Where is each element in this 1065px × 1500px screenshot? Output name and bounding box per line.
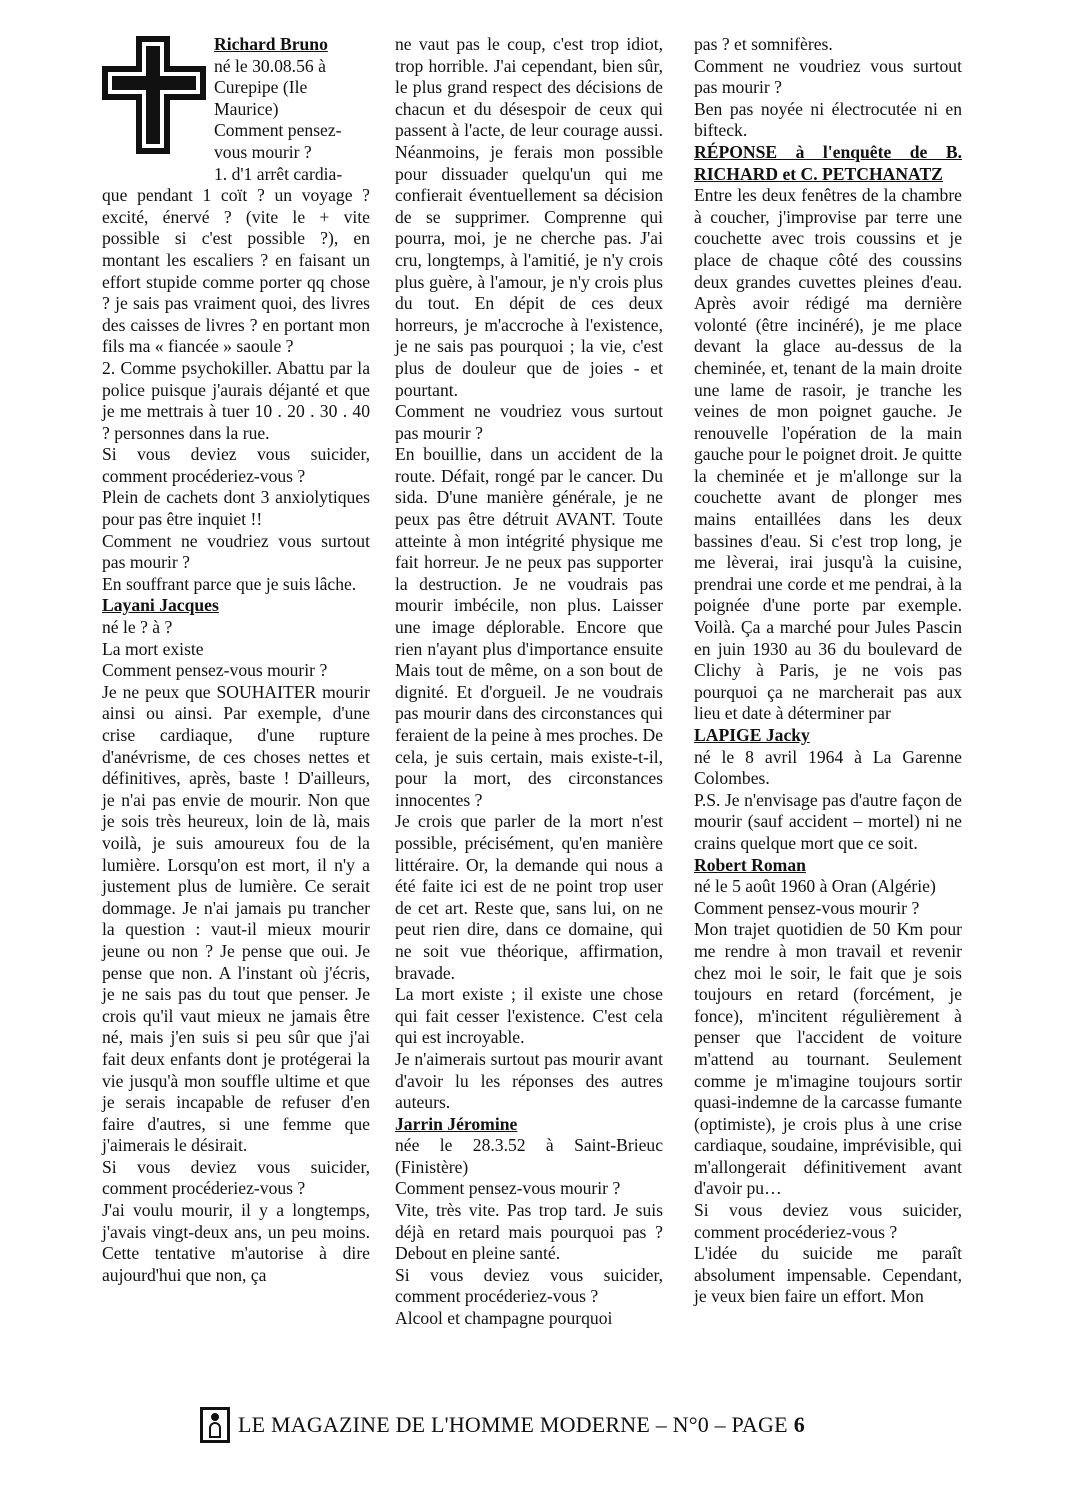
author-name: Richard Bruno: [214, 34, 328, 54]
question-text: Comment pensez-vous mourir ?: [102, 660, 328, 681]
question-text: Comment pensez-vous mourir ?: [395, 1178, 621, 1199]
section-heading: [694, 142, 962, 185]
cross-icon: [102, 36, 206, 154]
text-line: Maurice): [214, 98, 279, 119]
page-footer: [200, 1404, 805, 1446]
section-heading-text: RÉPONSE à l'enquête de B. RICHARD et C. PETCHANATZ: [694, 141, 962, 184]
question-text: Si vous deviez vous suicider, comment procéderiez-vous ?: [395, 1264, 663, 1307]
column-2: [395, 34, 663, 1330]
question-text: Si vous deviez vous suicider, comment procéderiez-vous ?: [102, 1156, 370, 1199]
answer-text: Je crois que parler de la mort n'est possible, précisément, qu'en manière littéraire. Or, la demande qui nous a été faite ici est de ne point trop user de cet art. Reste que, sans lui, on ne peut rien dire, dans ce domaine, qui ne soit vue théorique, affirmation, bravade.: [395, 811, 663, 983]
birth-line: né le 30.08.56 à: [214, 55, 326, 76]
birth-line: né le 8 avril 1964 à La Garenne Colombes.: [694, 746, 962, 789]
question-text: Comment ne voudriez vous surtout pas mourir ?: [395, 401, 663, 443]
author-name: LAPIGE Jacky: [694, 725, 810, 745]
answer-text: Plein de cachets dont 3 anxiolytiques pour pas être inquiet !!: [102, 487, 370, 530]
text-line: Comment pensez-: [214, 120, 342, 141]
question-text: Comment pensez-vous mourir ?: [694, 897, 920, 918]
answer-text: 2. Comme psychokiller. Abattu par la police puisque j'aurais déjanté et que je me mettrais à tuer 10 . 20 . 30 . 40 ? personnes dans la rue.: [102, 357, 370, 443]
text-line: vous mourir ?: [214, 141, 312, 162]
answer-text: Alcool et champagne pourquoi: [395, 1308, 613, 1329]
birth-line: née le 28.3.52 à Saint-Brieuc (Finistère): [395, 1135, 663, 1177]
answer-text: En bouillie, dans un accident de la route. Défait, rongé par le cancer. Du sida. D'une manière générale, je ne peux pas être détruit AVANT. Toute atteinte à mon intégrité physique me fait horreur. Je ne peux pas supporter la destruction. Je ne voudrais pas mourir imbécile, non plus. Laisser une image déplorable. Encore que rien n'ayant plus d'importance ensuite Mais tout de même, on a son bout de dignité. Et d'orgueil. Je ne voudrais pas mourir dans des circonstances qui feraient de la peine à mes proches. De cela, je suis certain, mais existe-t-il, pour la mort, des circonstances innocentes ?: [395, 444, 663, 810]
question-text: Comment ne voudriez vous surtout pas mourir ?: [694, 55, 962, 98]
question-text: Si vous deviez vous suicider, comment procéderiez-vous ?: [102, 444, 370, 486]
question-text: Comment ne voudriez vous surtout pas mourir ?: [102, 530, 370, 573]
answer-text: pas ? et somnifères.: [694, 34, 833, 54]
column-3: [694, 34, 962, 1308]
author-name: Jarrin Jéromine: [395, 1113, 518, 1134]
answer-text: Je n'aimerais surtout pas mourir avant d'avoir lu les réponses des autres auteurs.: [395, 1048, 663, 1113]
entry-robert-roman: [694, 855, 962, 1308]
answer-text: Entre les deux fenêtres de la chambre à coucher, j'improvise par terre une couchette avec trois coussins et je place de chaque côté des coussins deux grandes cuvettes pleines d'eau. Après avoir rédigé ma dernière volonté (être incinéré), je me place devant la glace au-dessus de la cheminée, et, tenant de la main droite une lame de rasoir, je tranche les veines de mon poignet gauche. Je renouvelle l'opération de la main gauche pour le poignet droit. Je quitte la cheminée et je m'allonge sur la couchette avant de plonger mes mains entaillées dans les deux bassines d'eau. Si c'est trop long, je me lèverai, irai jusqu'à la cuisine, prendrai une corde et me pendrai, à la poignée d'une porte par exemple. Voilà. Ça a marché pour Jules Pascin en juin 1930 au 36 du boulevard de Clichy à Paris, je ne vois pas pourquoi ça ne marcherait pas aux lieu et date à déterminer par: [694, 185, 962, 724]
page-number: 6: [793, 1412, 805, 1437]
text-line: 1. d'1 arrêt cardia-: [214, 163, 343, 184]
answer-text: Mon trajet quotidien de 50 Km pour me rendre à mon travail et revenir chez moi le soir, le fait que je sois toujours en retard (forcément, je fonce), m'incitent régulièrement à penser que l'accident de voiture m'attend au tournant. Seulement comme je m'imagine toujours sortir quasi-indemne de la carcasse fumante (optimiste), je crois plus à une crise cardiaque, soudaine, imprévisible, qui m'allongerait définitivement avant d'avoir pu…: [694, 919, 962, 1199]
magazine-title: LE MAGAZINE DE L'HOMME MODERNE – N°0 – PAGE: [238, 1412, 788, 1437]
postscript-text: P.S. Je n'envisage pas d'autre façon de mourir (sauf accident – mortel) ni ne crains quelque mort que ce soit.: [694, 789, 962, 853]
birth-line: né le 5 août 1960 à Oran (Algérie): [694, 876, 936, 897]
text-line: La mort existe: [102, 638, 204, 659]
answer-text: L'idée du suicide me paraît absolument impensable. Cependant, je veux bien faire un effort. Mon: [694, 1243, 962, 1307]
entry-jarrin-jeromine: [395, 1114, 663, 1330]
answer-text: La mort existe ; il existe une chose qui fait cesser l'existence. C'est cela qui est incroyable.: [395, 984, 663, 1048]
author-name: Layani Jacques: [102, 595, 219, 616]
answer-text: Vite, très vite. Pas trop tard. Je suis déjà en retard mais pourquoi pas ? Debout en pleine santé.: [395, 1200, 663, 1264]
text-line: Curepipe (Ile: [214, 77, 308, 98]
answer-text: J'ai voulu mourir, il y a longtemps, j'avais vingt-deux ans, un peu moins. Cette tentative m'autorise à dire aujourd'hui que non, ça: [102, 1200, 370, 1285]
column-1: [102, 34, 370, 1286]
author-name: Robert Roman: [694, 854, 806, 875]
answer-text: que pendant 1 coït ? un voyage ? excité, énervé ? (vite le + vite possible si c'est possible ?), en montant les escaliers ? en faisant un effort stupide comme porter qq chose ? je sais pas vraiment quoi, des livres des caisses de livres ? en portant mon fils ma « fiancée » saoule ?: [102, 185, 370, 357]
magazine-logo-icon: [200, 1407, 230, 1443]
answer-text: Je ne peux que SOUHAITER mourir ainsi ou ainsi. Par exemple, d'une crise cardiaque, d'une rupture d'anévrisme, de ces choses nettes et définitives, après, baste ! D'ailleurs, je n'ai pas envie de mourir. Non que je sois très heureux, loin de là, mais voilà, je suis amoureux fou de la lumière. Lorsqu'on est mort, il n'y a justement plus de lumière. Ce serait dommage. Je n'ai jamais pu trancher la question : vaut-il mieux mourir jeune ou non ? Je pense que oui. Je pense que non. A l'instant où j'écris, je ne sais pas du tout que penser. Je crois qu'il vaut mieux ne jamais être né, mais j'en suis si peu sûr que j'ai fait deux enfants dont je protégerai la vie jusqu'à mon souffle ultime et que je serais incapable de refuser d'en faire d'autres, si une femme que j'aimerais le désirait.: [102, 681, 370, 1156]
birth-line: né le ? à ?: [102, 617, 173, 638]
question-text: Si vous deviez vous suicider, comment procéderiez-vous ?: [694, 1200, 962, 1242]
answer-text: ne vaut pas le coup, c'est trop idiot, trop horrible. J'ai cependant, bien sûr, le plus grand respect des décisions de chacun et du désespoir de ceux qui passent à l'acte, de leur courage aussi. Néanmoins, je ferais mon possible pour dissuader quelqu'un qui me confierait éventuellement sa décision de se supprimer. Comprenne qui pourra, moi, je ne cherche pas. J'ai cru, longtemps, à l'amitié, je n'y crois plus guère, à l'amour, je n'y crois plus du tout. En dépit de ces deux horreurs, je m'accroche à l'existence, je ne sais pas pourquoi ; la vie, c'est plus de douleur que de joies - et pourtant.: [395, 34, 663, 400]
entry-lapige-jacky: [694, 725, 962, 855]
entry-layani-jacques: [102, 595, 370, 1286]
answer-text: Ben pas noyée ni électrocutée ni en bifteck.: [694, 98, 962, 141]
answer-text: En souffrant parce que je suis lâche.: [102, 573, 357, 594]
